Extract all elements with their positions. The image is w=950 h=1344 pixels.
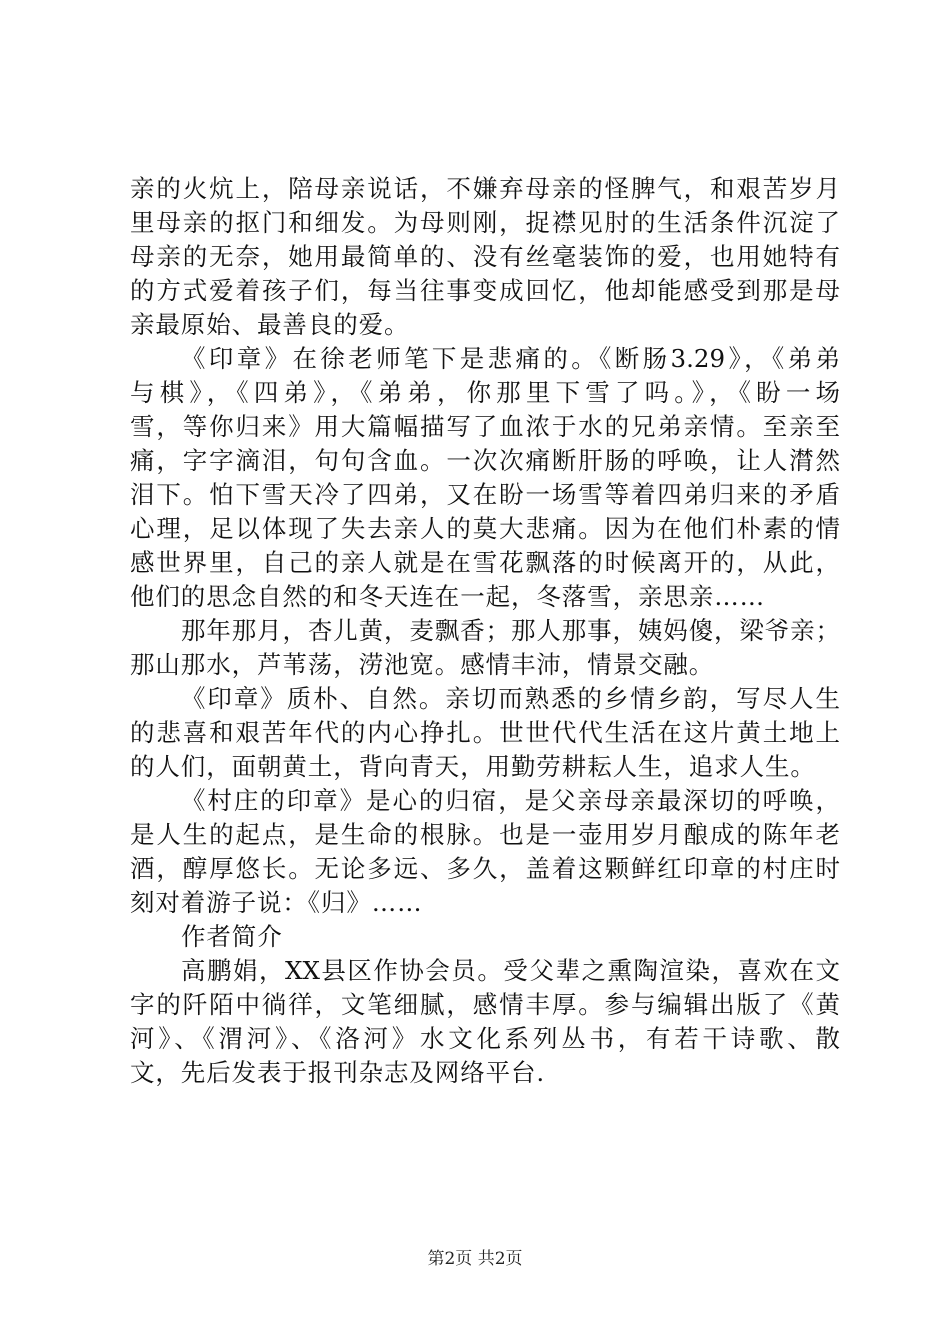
text-line: 的人们，面朝黄土，背向青天，用勤劳耕耘人生，追求人生。 [130,752,816,781]
paragraph-first-line: 《村庄的印章》是心的归宿，是父亲母亲最深切的呼唤， [181,786,840,815]
text-line: 泪下。怕下雪天冷了四弟，又在盼一场雪等着四弟归来的矛盾 [130,480,840,509]
section-heading: 作者简介 [181,922,283,951]
text-line: 是人生的起点，是生命的根脉。也是一壶用岁月酿成的陈年老 [130,820,840,849]
text-line: 里母亲的抠门和细发。为母则刚，捉襟见肘的生活条件沉淀了 [130,208,840,237]
text-line: 他们的思念自然的和冬天连在一起，冬落雪，亲思亲…… [130,582,765,611]
text-line: 感世界里，自己的亲人就是在雪花飘落的时候离开的，从此， [130,548,840,577]
text-line: 酒，醇厚悠长。无论多远、多久，盖着这颗鲜红印章的村庄时 [130,854,840,883]
paragraph-first-line: 《印章》质朴、自然。亲切而熟悉的乡情乡韵，写尽人生 [181,684,840,713]
paragraph-first-line: 高鹏娟，XX县区作协会员。受父辈之熏陶渲染，喜欢在文 [181,956,840,985]
page-number: 第2页 共2页 [427,1249,523,1269]
text-line: 母亲的无奈，她用最简单的、没有丝毫装饰的爱，也用她特有 [130,242,840,271]
text-line: 河》、《渭河》、《洛河》水文化系列丛书，有若干诗歌、散 [130,1024,840,1053]
text-line: 那山那水，芦苇荡，涝池宽。感情丰沛，情景交融。 [130,650,715,679]
text-line: 文，先后发表于报刊杂志及网络平台. [130,1058,546,1087]
text-line: 的悲喜和艰苦年代的内心挣扎。世世代代生活在这片黄土地上 [130,718,840,747]
text-line: 雪，等你归来》用大篇幅描写了血浓于水的兄弟亲情。至亲至 [130,412,840,441]
text-line: 刻对着游子说：《归》…… [130,888,423,917]
text-line: 与棋》，《四弟》，《弟弟，你那里下雪了吗。》，《盼一场 [130,378,840,407]
text-line: 亲的火炕上，陪母亲说话，不嫌弃母亲的怪脾气，和艰苦岁月 [130,174,840,203]
paragraph-first-line: 那年那月，杏儿黄，麦飘香；那人那事，姨妈傻，梁爷亲； [181,616,840,645]
text-line: 亲最原始、最善良的爱。 [130,310,410,339]
text-line: 的方式爱着孩子们，每当往事变成回忆，他却能感受到那是母 [130,276,840,305]
text-line: 痛，字字滴泪，句句含血。一次次痛断肝肠的呼唤，让人潸然 [130,446,840,475]
article-body [130,172,840,1090]
text-line: 心理，足以体现了失去亲人的莫大悲痛。因为在他们朴素的情 [130,514,840,543]
paragraph-first-line: 《印章》在徐老师笔下是悲痛的。《断肠3.29》，《弟弟 [181,344,840,373]
text-line: 字的阡陌中徜徉，文笔细腻，感情丰厚。参与编辑出版了《黄 [130,990,840,1019]
